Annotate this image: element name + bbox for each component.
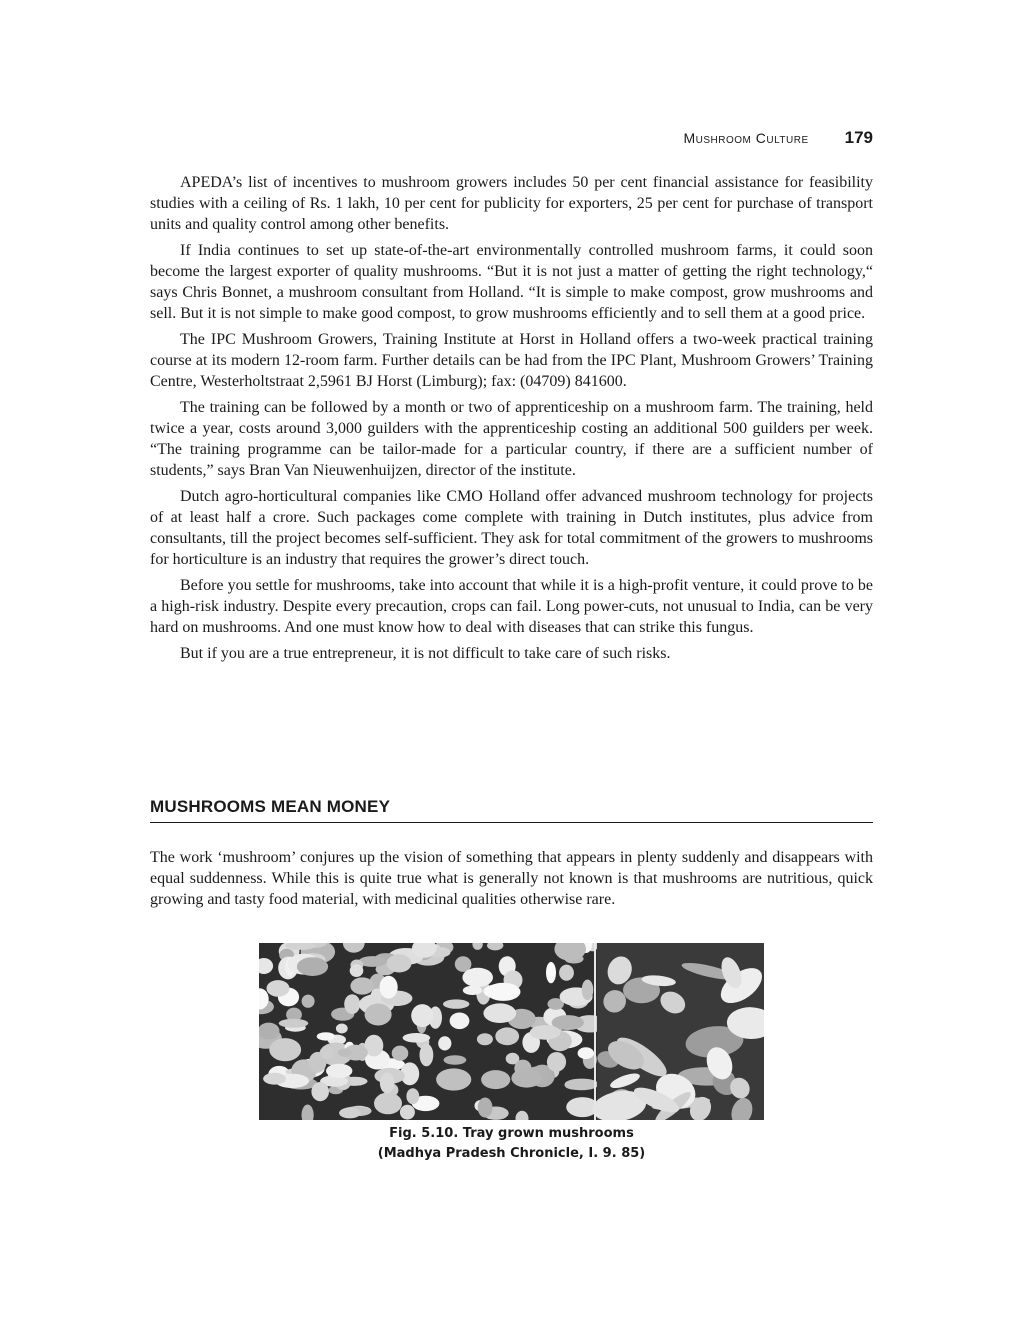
paragraph-exporter: If India continues to set up state-of-the-art environmentally controlled mushroom farms, it could soon become the largest exporter of quality mushrooms. “But it is not just a matter of getting the right technology,“ says Chris Bonnet, a mushroom consultant from Holland. “It is simple to make compost, grow mushrooms and sell. But it is not simple to make good compost, to grow mushrooms efficiently and to sell them at a good price. <box>150 242 873 322</box>
running-title: Mushroom Culture <box>683 130 809 146</box>
mushroom-photo-image <box>259 943 764 1120</box>
figure-caption <box>150 1124 873 1164</box>
page-number: 179 <box>844 128 873 147</box>
mushroom-photo <box>259 943 764 1120</box>
paragraph-dutch-companies: Dutch agro-horticultural companies like CMO Holland offer advanced mushroom technology for projects of at least half a crore. Such packages come complete with training in Dutch institutes, plus advice from consultants, till the project becomes self-sufficient. They ask for total commitment of the growers to mushrooms for horticulture is an industry that requires the grower’s direct touch. <box>150 488 873 568</box>
paragraph-apprenticeship: The training can be followed by a month or two of apprenticeship on a mushroom farm. The training, held twice a year, costs around 3,000 guilders with the apprenticeship costing an additional 500 guilders per week. “The training programme can be tailor-made for a particular country, if there are a sufficient number of students,” says Bran Van Nieuwenhuijzen, director of the institute. <box>150 399 873 479</box>
running-head <box>150 128 873 154</box>
paragraph-entrepreneur: But if you are a true entrepreneur, it is not difficult to take care of such risks. <box>180 645 671 662</box>
paragraph-ipc-training: The IPC Mushroom Growers, Training Institute at Horst in Holland offers a two-week practical training course at its modern 12-room farm. Further details can be had from the IPC Plant, Mushroom Growers’ Training Centre, Westerholtstraat 2,5961 BJ Horst (Limburg); fax: (04709) 841600. <box>150 331 873 390</box>
section-body <box>150 847 873 915</box>
body-text <box>150 172 873 669</box>
paragraph-incentives: APEDA’s list of incentives to mushroom growers includes 50 per cent financial assistance for feasibility studies with a ceiling of Rs. 1 lakh, 10 per cent for publicity for exporters, 25 per cent for purchase of transport units and quality control among other benefits. <box>150 174 873 233</box>
section-heading: MUSHROOMS MEAN MONEY <box>150 797 873 823</box>
figure-caption-source: (Madhya Pradesh Chronicle, I. 9. 85) <box>377 1146 646 1161</box>
paragraph-mushroom-meaning: The work ‘mushroom’ conjures up the vision of something that appears in plenty suddenly and disappears with equal suddenness. While this is quite true what is generally not known is that mushrooms are nutritious, quick growing and tasty food material, with medicinal qualities otherwise rare. <box>150 849 873 908</box>
paragraph-risks: Before you settle for mushrooms, take into account that while it is a high-profit venture, it could prove to be a high-risk industry. Despite every precaution, crops can fail. Long power-cuts, not unusual to India, can be very hard on mushrooms. And one must know how to deal with diseases that can strike this fungus. <box>150 577 873 636</box>
figure-caption-title: Fig. 5.10. Tray grown mushrooms <box>389 1126 634 1141</box>
